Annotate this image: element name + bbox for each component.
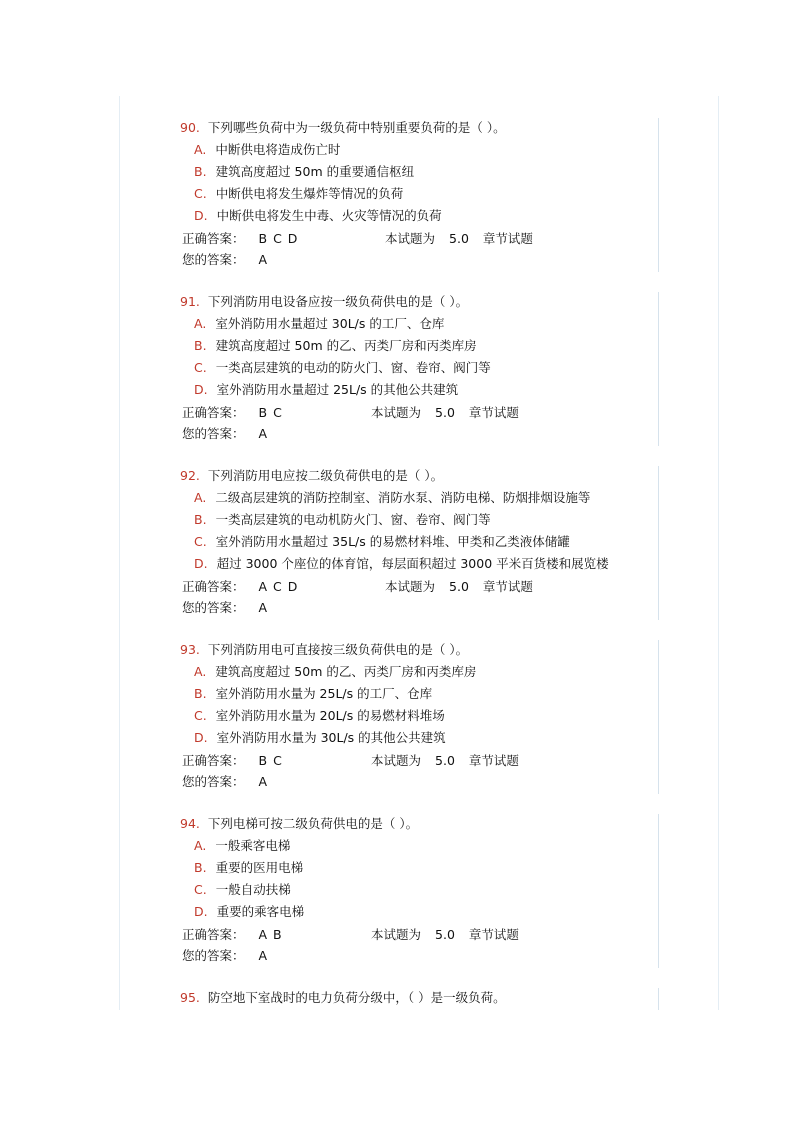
question-number: 91.: [180, 294, 200, 309]
your-answer: 您的答案： A: [182, 426, 269, 441]
option-b: B. 重要的医用电梯: [194, 860, 304, 875]
option-a: A. 建筑高度超过 50m 的乙、丙类厂房和丙类库房: [194, 664, 477, 679]
option-c: C. 一般自动扶梯: [194, 882, 291, 897]
score-info: 本试题为 5.0 章节试题: [371, 405, 519, 420]
score-info: 本试题为 5.0 章节试题: [385, 579, 533, 594]
score-info: 本试题为 5.0 章节试题: [371, 753, 519, 768]
question-text: 91. 下列消防用电设备应按一级负荷供电的是（ ）。: [180, 294, 469, 309]
question-divider: [658, 466, 659, 620]
question-number: 93.: [180, 642, 200, 657]
correct-answer: 正确答案： A B: [182, 927, 283, 942]
page-frame-right: [718, 96, 719, 1010]
question-text: 90. 下列哪些负荷中为一级负荷中特别重要负荷的是（ ）。: [180, 120, 506, 135]
question-number: 95.: [180, 990, 200, 1005]
question-text: 95. 防空地下室战时的电力负荷分级中，（ ）是一级负荷。: [180, 990, 506, 1005]
option-a: A. 二级高层建筑的消防控制室、消防水泵、消防电梯、防烟排烟设施等: [194, 490, 591, 505]
question-divider: [658, 988, 659, 1010]
correct-answer: 正确答案： A C D: [182, 579, 299, 594]
question-divider: [658, 292, 659, 446]
score-info: 本试题为 5.0 章节试题: [371, 927, 519, 942]
option-c: C. 中断供电将发生爆炸等情况的负荷: [194, 186, 404, 201]
question-divider: [658, 814, 659, 968]
question-divider: [658, 118, 659, 272]
option-d: D. 重要的乘客电梯: [194, 904, 305, 919]
option-c: C. 室外消防用水量超过 35L/s 的易燃材料堆、甲类和乙类液体储罐: [194, 534, 570, 549]
page-frame-left: [119, 96, 120, 1010]
question-number: 94.: [180, 816, 200, 831]
option-d: D. 室外消防用水量超过 25L/s 的其他公共建筑: [194, 382, 459, 397]
option-d: D. 超过 3000 个座位的体育馆，每层面积超过 3000 平米百货楼和展览楼: [194, 556, 609, 571]
question-divider: [658, 640, 659, 794]
option-c: C. 室外消防用水量为 20L/s 的易燃材料堆场: [194, 708, 445, 723]
correct-answer: 正确答案： B C: [182, 405, 283, 420]
your-answer: 您的答案： A: [182, 774, 269, 789]
option-b: B. 建筑高度超过 50m 的乙、丙类厂房和丙类库房: [194, 338, 477, 353]
question-text: 94. 下列电梯可按二级负荷供电的是（ ）。: [180, 816, 419, 831]
option-b: B. 一类高层建筑的电动机防火门、窗、卷帘、阀门等: [194, 512, 491, 527]
question-text: 92. 下列消防用电应按二级负荷供电的是（ ）。: [180, 468, 444, 483]
option-d: D. 室外消防用水量为 30L/s 的其他公共建筑: [194, 730, 446, 745]
option-b: B. 建筑高度超过 50m 的重要通信枢纽: [194, 164, 415, 179]
question-text: 93. 下列消防用电可直接按三级负荷供电的是（ ）。: [180, 642, 469, 657]
option-a: A. 室外消防用水量超过 30L/s 的工厂、仓库: [194, 316, 445, 331]
your-answer: 您的答案： A: [182, 948, 269, 963]
option-a: A. 一般乘客电梯: [194, 838, 291, 853]
correct-answer: 正确答案： B C: [182, 753, 283, 768]
your-answer: 您的答案： A: [182, 600, 269, 615]
question-number: 92.: [180, 468, 200, 483]
score-info: 本试题为 5.0 章节试题: [385, 231, 533, 246]
option-a: A. 中断供电将造成伤亡时: [194, 142, 341, 157]
option-c: C. 一类高层建筑的电动的防火门、窗、卷帘、阀门等: [194, 360, 491, 375]
option-b: B. 室外消防用水量为 25L/s 的工厂、仓库: [194, 686, 433, 701]
your-answer: 您的答案： A: [182, 252, 269, 267]
option-d: D. 中断供电将发生中毒、火灾等情况的负荷: [194, 208, 442, 223]
correct-answer: 正确答案： B C D: [182, 231, 299, 246]
question-number: 90.: [180, 120, 200, 135]
